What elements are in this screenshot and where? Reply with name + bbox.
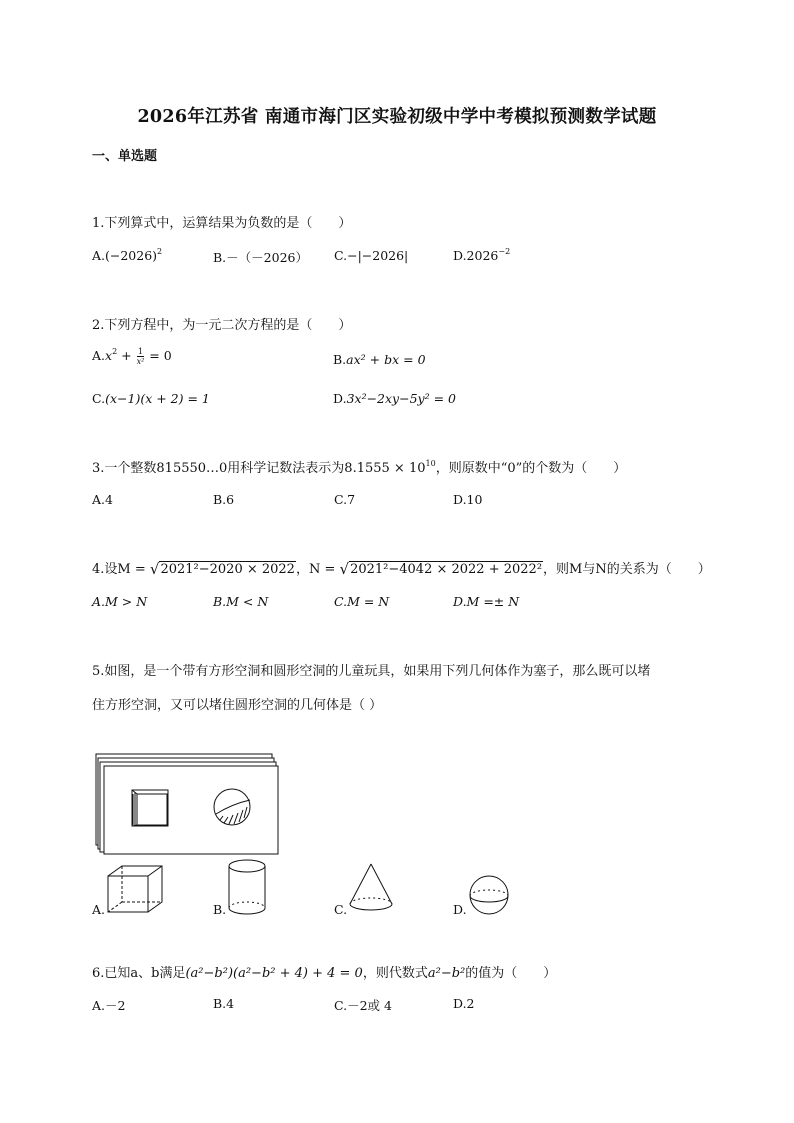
q1-option-c: C.−|−2026| [334,248,409,263]
section-heading: 一、单选题 [92,149,158,164]
q1-option-b: B.－（－2026） [213,250,308,265]
q6-option-b: B.4 [213,996,235,1011]
q3-option-b: B.6 [213,492,235,507]
q4-option-b: B.M < N [213,594,269,609]
q6-option-d: D.2 [453,996,475,1011]
q4-option-d: D.M =± N [453,594,520,609]
q5-option-c: C. [334,902,348,917]
q4-option-c: C.M = N [334,594,390,609]
q2-option-c: C.(x−1)(x + 2) = 1 [92,391,210,406]
question-3-stem: 3.一个整数815550…0用科学记数法表示为$8.1555 \times 10^{10}$，则原数中“0”的个数为（ ） [92,459,627,476]
page-title: 2026年江苏省 南通市海门区实验初级中学中考模拟预测数学试题 [137,107,657,127]
question-5-line-2: 住方形空洞，又可以堵住圆形空洞的几何体是（ ） [92,698,383,713]
q2-option-b: B.ax² + bx = 0 [333,352,426,367]
question-5-line-1: 5.如图，是一个带有方形空洞和圆形空洞的儿童玩具，如果用下列几何体作为塞子，那么既可以堵 [92,664,651,679]
q6-option-c: C.－2或 4 [334,998,392,1013]
question-4-stem: 4.设M = √2021²−2020 × 2022，N = √2021²−4042 × 2022 + 2022²，则M与N的关系为（ ） [92,560,711,578]
q1-option-d: $D.2026^{-2}$ [453,247,511,263]
question-1-stem: 1.下列算式中，运算结果为负数的是（ ） [92,216,352,231]
q1-option-a: $A.(-2026)^2$ [92,247,163,263]
cylinder-figure [226,858,270,918]
q5-option-b: B. [213,902,227,917]
q3-option-c: C.7 [334,492,356,507]
cube-figure [106,864,166,916]
q5-option-d: D. [453,902,467,917]
cone-figure [346,862,396,918]
toy-board-figure [92,752,284,856]
q2-option-d: D.3x²−2xy−5y² = 0 [333,391,456,406]
q4-option-a: A.M > N [92,594,148,609]
question-2-stem: 2.下列方程中，为一元二次方程的是（ ） [92,318,352,333]
sphere-figure [468,874,512,918]
q3-option-a: A.4 [92,492,113,507]
q6-option-a: A.－2 [92,998,126,1013]
q2-option-a: $A.x^2$ + $\frac{1}{\text{x²}}$ = 0 [92,347,172,366]
q5-option-a: A. [92,902,106,917]
q3-option-d: D.10 [453,492,483,507]
question-6-stem: 6.已知a、b满足(a²−b²)(a²−b² + 4) + 4 = 0，则代数式a²−b²的值为（ ） [92,966,557,981]
